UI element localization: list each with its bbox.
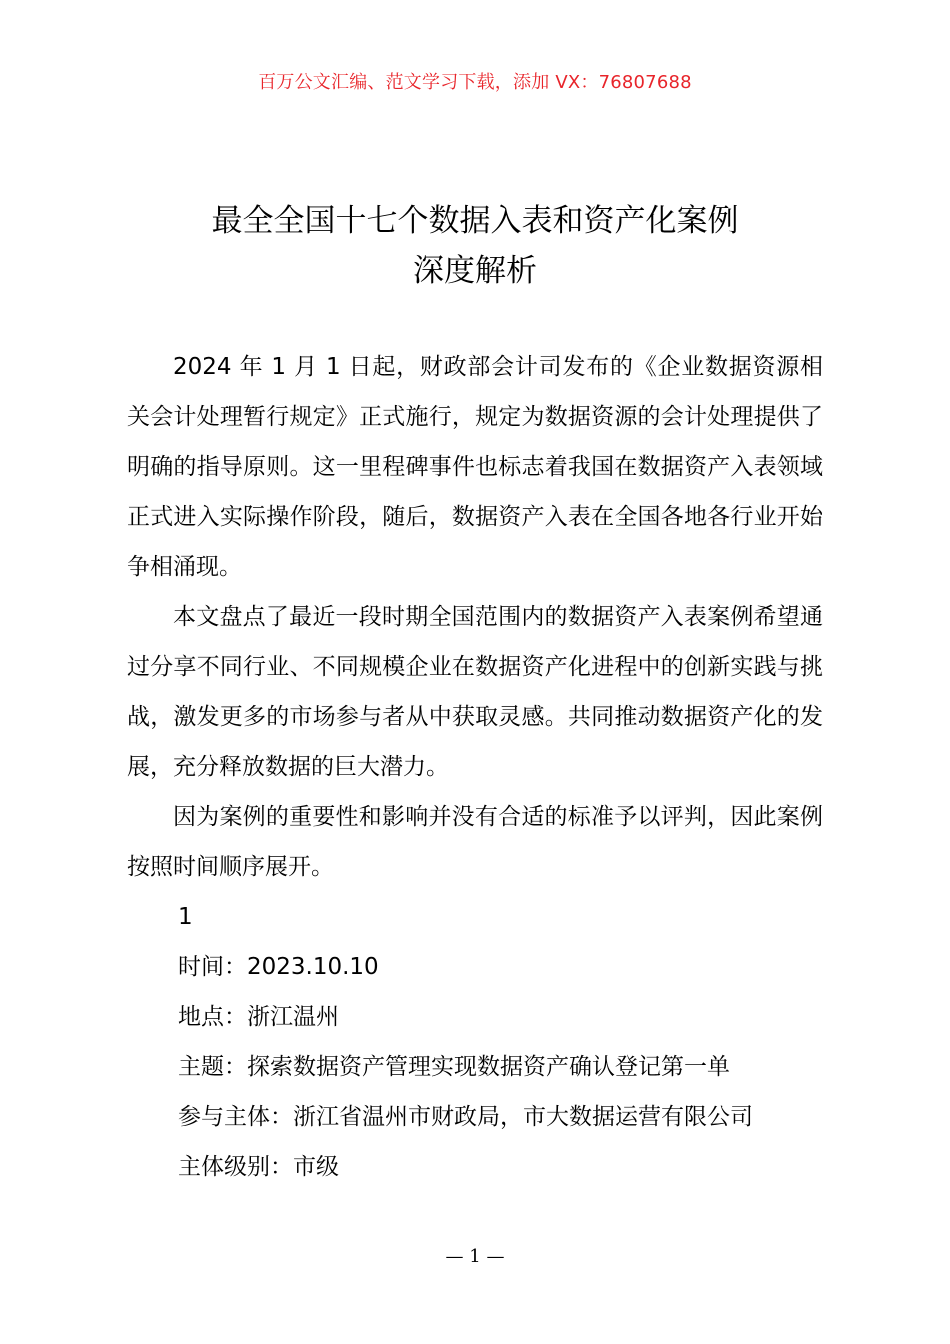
- case-time: 时间：2023.10.10: [178, 954, 379, 980]
- case-level: 主体级别：市级: [178, 1154, 339, 1180]
- paragraph-intro: 2024 年 1 月 1 日起，财政部会计司发布的《企业数据资源相关会计处理暂行规定》正式施行，规定为数据资源的会计处理提供了明确的指导原则。这一里程碑事件也标志着我国在数据资产入表领域正式进入实际操作阶段，随后，数据资产入表在全国各地各行业开始争相涌现。: [127, 354, 823, 580]
- paragraph-ordering: 因为案例的重要性和影响并没有合适的标准予以评判，因此案例按照时间顺序展开。: [127, 804, 823, 880]
- header-promo-note: 百万公文汇编、范文学习下载，添加 VX：76807688: [258, 72, 692, 93]
- paragraph-overview: 本文盘点了最近一段时期全国范围内的数据资产入表案例希望通过分享不同行业、不同规模企业在数据资产化进程中的创新实践与挑战，激发更多的市场参与者从中获取灵感。共同推动数据资产化的发展，充分释放数据的巨大潜力。: [127, 604, 823, 780]
- title-line-2: 深度解析: [413, 253, 537, 289]
- case-location: 地点：浙江温州: [178, 1004, 339, 1030]
- case-participants: 参与主体：浙江省温州市财政局，市大数据运营有限公司: [178, 1104, 753, 1130]
- document-title: [0, 196, 950, 296]
- document-body: [127, 342, 823, 1192]
- case-theme: 主题：探索数据资产管理实现数据资产确认登记第一单: [178, 1054, 730, 1080]
- title-line-1: 最全全国十七个数据入表和资产化案例: [211, 203, 739, 239]
- page-number: — 1 —: [445, 1246, 505, 1267]
- case-number: 1: [178, 904, 193, 930]
